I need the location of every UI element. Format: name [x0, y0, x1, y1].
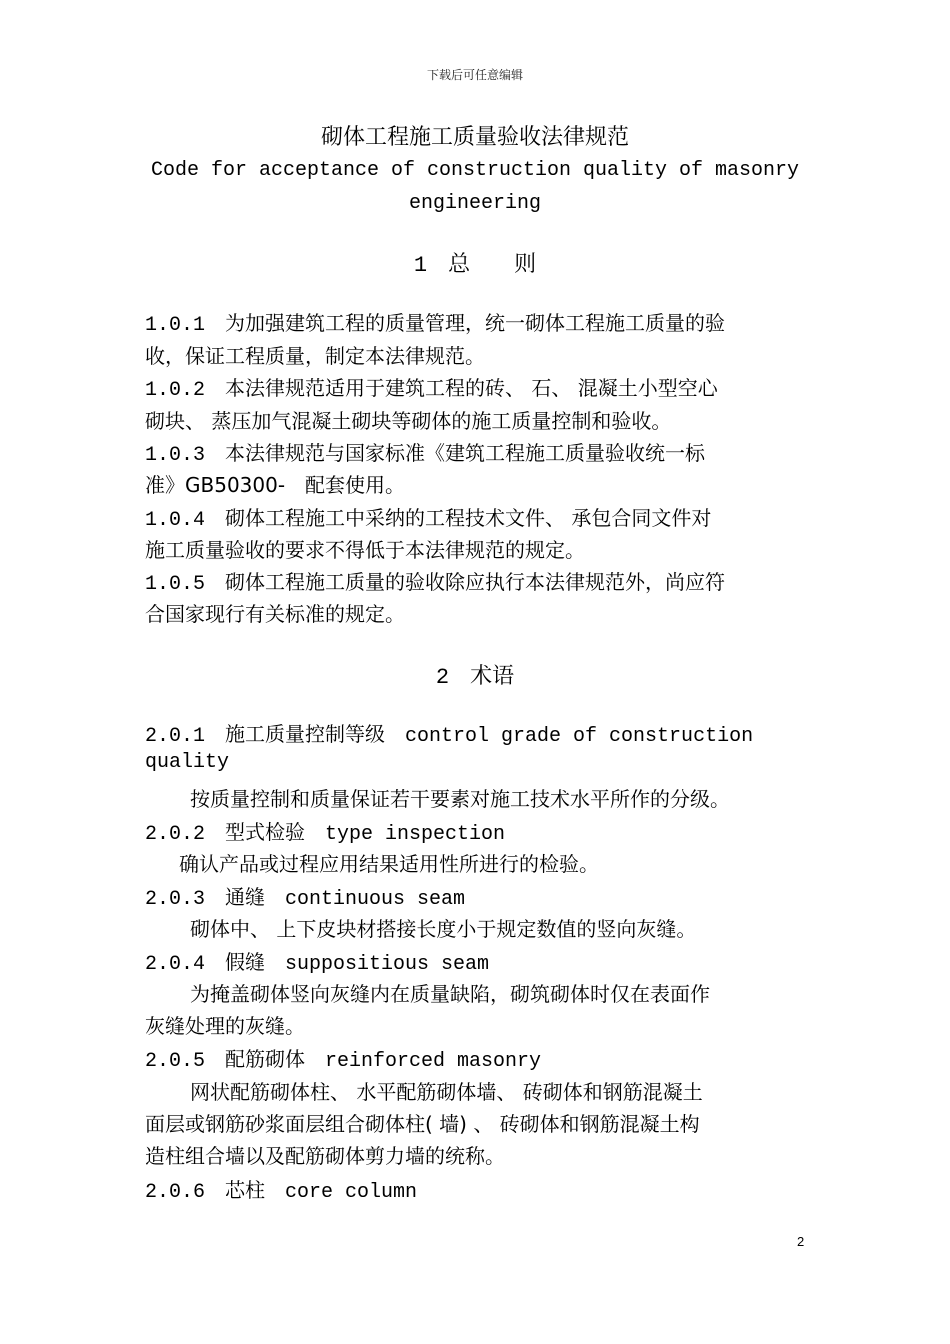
document-title-en-line2: engineering: [408, 192, 542, 215]
term-number: 2.0.1: [145, 725, 206, 748]
term-definition-cont: 造柱组合墙以及配筋砌体剪力墙的统称。: [145, 1144, 505, 1168]
term-number: 2.0.3: [145, 888, 206, 911]
term-name-en: control grade of construction: [405, 725, 754, 748]
clause-1-0-5: [145, 566, 815, 596]
clause-1-0-3: [145, 437, 815, 467]
term-name-en: core column: [285, 1181, 418, 1204]
chapter-title: 总 则: [448, 252, 537, 277]
term-2-0-6: [145, 1174, 815, 1204]
term-name-en: type inspection: [325, 823, 506, 846]
term-definition: 为掩盖砌体竖向灰缝内在质量缺陷，砌筑砌体时仅在表面作: [190, 982, 710, 1006]
term-definition-cont: 面层或钢筋砂浆面层组合砌体柱( 墙) 、 砖砌体和钢筋混凝土构: [145, 1112, 700, 1136]
clause-number: 1.0.3: [145, 444, 206, 467]
clause-text-cont: 施工质量验收的要求不得低于本法律规范的规定。: [145, 538, 585, 562]
term-name-en-cont: quality: [145, 751, 230, 774]
chapter-number: 1: [413, 253, 428, 278]
chapter-number: 2: [435, 665, 450, 690]
clause-1-0-2: [145, 372, 815, 402]
clause-text-cont: 准》GB50300- 配套使用。: [145, 473, 406, 497]
clause-text-cont: 砌块、 蒸压加气混凝土砌块等砌体的施工质量控制和验收。: [145, 409, 672, 433]
term-name-zh: 芯柱: [225, 1178, 266, 1202]
term-name-en: continuous seam: [285, 888, 466, 911]
clause-text: 砌体工程施工中采纳的工程技术文件、 承包合同文件对: [225, 506, 712, 530]
term-name-zh: 假缝: [225, 950, 266, 974]
term-name-zh: 型式检验: [225, 820, 306, 844]
term-2-0-5: [145, 1043, 815, 1073]
chapter-2-heading: [0, 659, 950, 690]
term-2-0-1: [145, 718, 815, 748]
clause-text-cont: 收，保证工程质量，制定本法律规范。: [145, 344, 485, 368]
term-definition-cont: 灰缝处理的灰缝。: [145, 1014, 305, 1038]
document-title-zh: 砌体工程施工质量验收法律规范: [320, 125, 629, 150]
document-title-en-line1: Code for acceptance of construction quality of masonry: [150, 159, 800, 182]
term-definition: 确认产品或过程应用结果适用性所进行的检验。: [179, 852, 599, 876]
page-number: 2: [797, 1234, 805, 1249]
term-name-zh: 配筋砌体: [225, 1047, 306, 1071]
chapter-1-heading: [0, 247, 950, 278]
term-definition: 砌体中、 上下皮块材搭接长度小于规定数值的竖向灰缝。: [190, 917, 697, 941]
term-definition: 按质量控制和质量保证若干要素对施工技术水平所作的分级。: [190, 787, 730, 811]
chapter-title: 术语: [470, 664, 515, 689]
term-name-en: reinforced masonry: [325, 1050, 542, 1073]
clause-text: 本法律规范与国家标准《建筑工程施工质量验收统一标: [225, 441, 706, 465]
document-title-en: [150, 154, 800, 220]
clause-number: 1.0.2: [145, 379, 206, 402]
term-name-zh: 通缝: [225, 885, 266, 909]
term-number: 2.0.4: [145, 953, 206, 976]
clause-number: 1.0.5: [145, 573, 206, 596]
term-name-zh: 施工质量控制等级: [225, 722, 386, 746]
clause-text: 砌体工程施工质量的验收除应执行本法律规范外，尚应符: [225, 570, 726, 594]
clause-text: 本法律规范适用于建筑工程的砖、 石、 混凝土小型空心: [225, 376, 718, 400]
clause-1-0-1: [145, 307, 815, 337]
term-number: 2.0.2: [145, 823, 206, 846]
page-header: 下载后可任意编辑: [426, 68, 523, 82]
clause-text: 为加强建筑工程的质量管理，统一砌体工程施工质量的验: [225, 311, 726, 335]
term-number: 2.0.5: [145, 1050, 206, 1073]
term-definition: 网状配筋砌体柱、 水平配筋砌体墙、 砖砌体和钢筋混凝土: [190, 1080, 703, 1104]
term-number: 2.0.6: [145, 1181, 206, 1204]
term-2-0-4: [145, 946, 815, 976]
term-name-en: suppositious seam: [285, 953, 490, 976]
term-2-0-2: [145, 816, 815, 846]
clause-number: 1.0.1: [145, 314, 206, 337]
clause-text-cont: 合国家现行有关标准的规定。: [145, 602, 405, 626]
term-2-0-3: [145, 881, 815, 911]
clause-number: 1.0.4: [145, 509, 206, 532]
clause-1-0-4: [145, 502, 815, 532]
